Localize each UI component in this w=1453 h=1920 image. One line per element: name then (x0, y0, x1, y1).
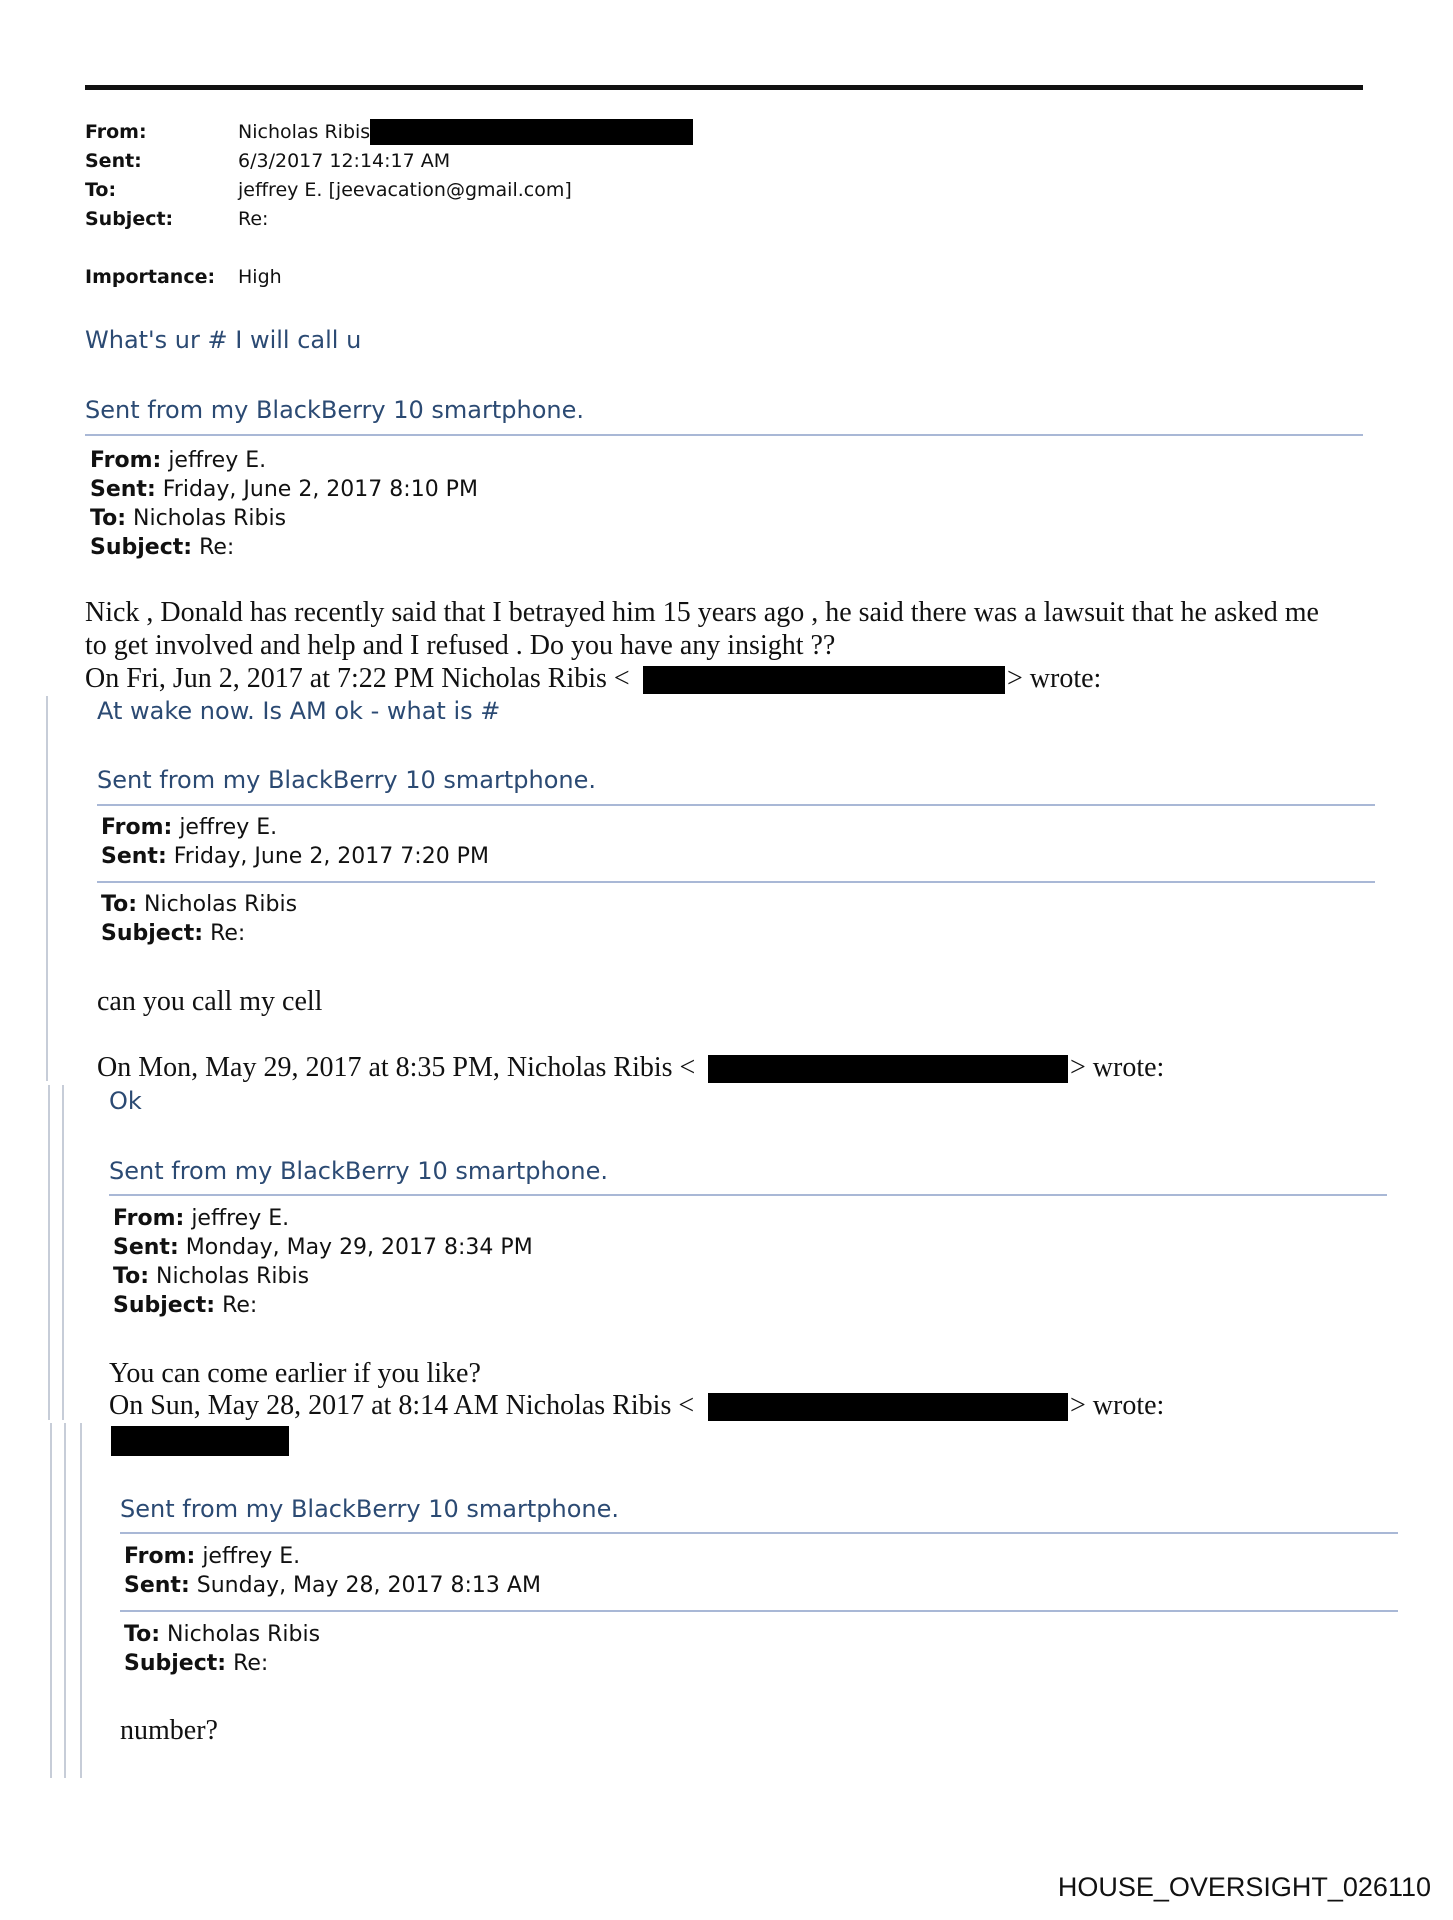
redaction-bar (370, 119, 693, 145)
to-value: Nicholas Ribis (144, 892, 298, 917)
wrote-suffix: > wrote: (1007, 663, 1102, 694)
signature: Sent from my BlackBerry 10 smartphone. (120, 1495, 620, 1523)
wrote-suffix: > wrote: (1070, 1052, 1165, 1083)
subject-value: Re: (233, 1651, 269, 1676)
separator-line (97, 881, 1375, 883)
sent-value: Friday, June 2, 2017 7:20 PM (173, 844, 489, 869)
from-label: From: (85, 121, 147, 143)
signature: Sent from my BlackBerry 10 smartphone. (85, 396, 585, 424)
sent-label: Sent: (113, 1235, 179, 1260)
sent-value: Sunday, May 28, 2017 8:13 AM (196, 1573, 541, 1598)
wrote-suffix: > wrote: (1070, 1390, 1165, 1421)
message-body: Ok (109, 1087, 142, 1115)
subject-value: Re: (222, 1293, 258, 1318)
quote-bar (80, 1423, 82, 1778)
quoted-body: can you call my cell (97, 986, 323, 1017)
sent-label: Sent: (101, 844, 167, 869)
to-label: To: (85, 179, 117, 201)
wrote-prefix: On Fri, Jun 2, 2017 at 7:22 PM Nicholas Ribis < (85, 663, 630, 694)
subject-value: Re: (238, 208, 269, 230)
separator-line (85, 434, 1363, 436)
sent-value: Monday, May 29, 2017 8:34 PM (185, 1235, 533, 1260)
quoted-body-line: to get involved and help and I refused . Do you have any insight ?? (85, 630, 836, 661)
quoted-header (90, 446, 478, 562)
from-value: jeffrey E. (179, 815, 278, 840)
redaction-bar (643, 666, 1005, 694)
subject-label: Subject: (90, 535, 193, 560)
subject-value: Re: (199, 535, 235, 560)
importance-value: High (238, 266, 282, 288)
to-value: Nicholas Ribis (133, 506, 287, 531)
subject-label: Subject: (124, 1651, 227, 1676)
quote-bar (50, 1423, 52, 1778)
sent-label: Sent: (85, 150, 142, 172)
quoted-header (101, 813, 489, 871)
subject-label: Subject: (101, 921, 204, 946)
separator-line (120, 1532, 1398, 1534)
message-body: At wake now. Is AM ok - what is # (97, 697, 501, 725)
to-value: Nicholas Ribis (167, 1622, 321, 1647)
redaction-bar (708, 1055, 1068, 1083)
sent-label: Sent: (90, 477, 156, 502)
quoted-header-cont (124, 1620, 320, 1678)
quote-bar (48, 1085, 50, 1420)
wrote-prefix: On Sun, May 28, 2017 at 8:14 AM Nicholas Ribis < (109, 1390, 695, 1421)
message-body: What's ur # I will call u (85, 326, 362, 354)
quote-bar (64, 1423, 66, 1778)
wrote-prefix: On Mon, May 29, 2017 at 8:35 PM, Nicholas Ribis < (97, 1052, 696, 1083)
quoted-header (124, 1542, 541, 1600)
redaction-bar (708, 1393, 1068, 1421)
separator-line (109, 1194, 1387, 1196)
signature: Sent from my BlackBerry 10 smartphone. (109, 1157, 609, 1185)
quoted-header (113, 1204, 533, 1320)
bates-number: HOUSE_OVERSIGHT_026110 (1057, 1872, 1431, 1902)
from-label: From: (113, 1206, 185, 1231)
from-value: Nicholas Ribis (238, 121, 371, 143)
quoted-body-line: Nick , Donald has recently said that I betrayed him 15 years ago , he said there was a lawsuit that he asked me (85, 597, 1319, 628)
quoted-body: number? (120, 1715, 218, 1746)
top-rule (85, 85, 1363, 90)
from-value: jeffrey E. (191, 1206, 290, 1231)
from-value: jeffrey E. (168, 448, 267, 473)
redaction-bar (111, 1426, 289, 1456)
to-label: To: (124, 1622, 160, 1647)
from-label: From: (101, 815, 173, 840)
subject-value: Re: (210, 921, 246, 946)
to-label: To: (101, 892, 137, 917)
separator-line (120, 1610, 1398, 1612)
signature: Sent from my BlackBerry 10 smartphone. (97, 766, 597, 794)
sent-value: 6/3/2017 12:14:17 AM (238, 150, 451, 172)
to-label: To: (90, 506, 126, 531)
separator-line (97, 804, 1375, 806)
quoted-body: You can come earlier if you like? (109, 1358, 481, 1389)
to-label: To: (113, 1264, 149, 1289)
importance-label: Importance: (85, 266, 216, 288)
to-value: Nicholas Ribis (156, 1264, 310, 1289)
to-value: jeffrey E. [jeevacation@gmail.com] (238, 179, 572, 201)
quote-bar (62, 1085, 64, 1420)
quote-bar (46, 696, 48, 1081)
from-value: jeffrey E. (202, 1544, 301, 1569)
subject-label: Subject: (113, 1293, 216, 1318)
from-label: From: (90, 448, 162, 473)
sent-value: Friday, June 2, 2017 8:10 PM (162, 477, 478, 502)
subject-label: Subject: (85, 208, 174, 230)
from-label: From: (124, 1544, 196, 1569)
sent-label: Sent: (124, 1573, 190, 1598)
quoted-header-cont (101, 890, 297, 948)
